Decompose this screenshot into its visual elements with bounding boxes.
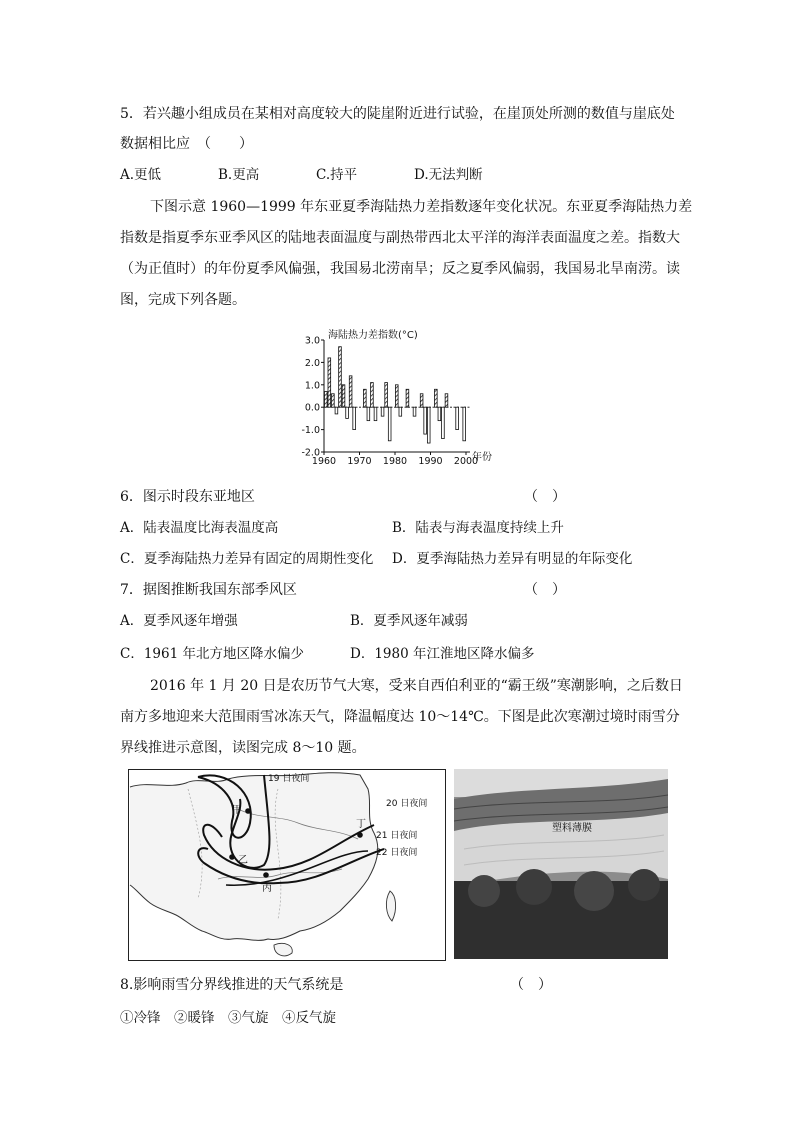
chart-bar [349,376,352,407]
chart-bar [445,394,448,407]
label-21-night: 21 日夜间 [376,831,418,841]
q6-answer-paren: （ ） [524,489,566,505]
chart-x-tick-label: 1990 [418,456,443,466]
q8-choices: ①冷锋 ②暖锋 ③气旋 ④反气旋 [120,1010,336,1026]
point-bing-label: 丙 [262,883,272,894]
point-ding-marker [357,832,363,838]
chart-bar [399,407,402,416]
chart-bar [324,392,327,408]
q7-option-d: D．1980 年江淮地区降水偏多 [350,646,535,662]
q7-option-b: B．夏季风逐年减弱 [350,613,468,629]
point-bing-marker [263,872,269,878]
chart-bar [438,407,441,420]
chart-bar [413,407,416,416]
plastic-film-label: 塑料薄膜 [552,823,592,834]
q7-answer-paren: （ ） [524,582,566,598]
chart-bar [456,407,459,429]
q8-stem: 8.影响雨雪分界线推进的天气系统是 [120,977,344,993]
chart-bar [332,394,335,407]
q6-option-d: D．夏季海陆热力差异有明显的年际变化 [392,551,633,567]
point-yi-label: 乙 [238,855,248,866]
q5-option-d: D.无法判断 [414,167,483,183]
q6-option-a: A．陆表温度比海表温度高 [120,520,279,536]
q6-stem: 6．图示时段东亚地区 [120,489,255,505]
q6-option-c: C．夏季海陆热力差异有固定的周期性变化 [120,551,374,567]
chart-x-tick-label: 2000 [453,456,479,466]
point-jia-label: 甲 [232,805,242,816]
chart-bar [442,407,445,438]
chart-bar [420,394,423,407]
label-19-night: 19 日夜间 [268,774,310,784]
chart-bar [388,407,391,441]
chart-bar [434,389,437,407]
chart-bar [424,407,427,434]
intro2-line3: 界线推进示意图，读图完成 8～10 题。 [120,740,366,756]
chart-y-tick-label: -2.0 [301,447,320,459]
q8-answer-paren: （ ） [510,977,552,993]
q6-option-b: B．陆表与海表温度持续上升 [392,520,564,536]
q5-option-b: B.更高 [218,167,260,183]
chart-bar [363,389,366,407]
chart-bar [385,383,388,408]
point-yi-marker [229,854,235,860]
chart-bar [339,347,342,407]
label-22-night: 22 日夜间 [376,848,418,858]
chart-title: 海陆热力差指数(°C) [328,330,418,341]
intro1-line1: 下图示意 1960—1999 年东亚夏季海陆热力差指数逐年变化状况。东亚夏季海陆热力差 [150,199,693,215]
chart-bar [335,407,338,414]
chart-y-tick-label: 1.0 [304,380,320,392]
chart-bar [371,383,374,408]
q5-option-c: C.持平 [316,167,358,183]
chart-y-tick-label: 0.0 [304,402,320,414]
q7-option-a: A．夏季风逐年增强 [120,613,238,629]
chart-bar [374,407,377,420]
q5-option-a: A.更低 [120,167,162,183]
q5-line1: 5．若兴趣小组成员在某相对高度较大的陡崖附近进行试验，在崖顶处所测的数值与崖底处 [120,106,675,122]
plastic-film-photo [454,769,668,959]
point-ding-label: 丁 [356,819,366,830]
chart-xlabel: 年份 [472,452,492,463]
chart-bar [353,407,356,429]
q5-line2: 数据相比应 （ ） [120,136,253,152]
chart-bar [395,385,398,407]
q7-option-c: C．1961 年北方地区降水偏少 [120,646,304,662]
chart-x-tick-label: 1960 [311,456,337,466]
rain-snow-boundary-map [128,769,446,961]
heat-difference-bar-chart [292,326,508,466]
intro1-line4: 图，完成下列各题。 [120,292,246,308]
chart-bar [328,358,331,407]
chart-y-tick-label: 3.0 [304,335,320,347]
chart-x-tick-label: 1980 [382,456,408,466]
chart-x-tick-label: 1970 [347,456,372,466]
chart-bars [324,347,465,443]
chart-bar [406,389,409,407]
chart-bar [381,407,384,416]
intro1-line3: （为正值时）的年份夏季风偏强，我国易北涝南旱；反之夏季风偏弱，我国易北旱南涝。读 [120,261,680,277]
intro2-line2: 南方多地迎来大范围雨雪冰冻天气，降温幅度达 10～14℃。下图是此次寒潮过境时雨雪分 [120,709,680,725]
chart-bar [342,385,345,407]
chart-y-tick-label: -1.0 [301,425,320,437]
q7-stem: 7．据图推断我国东部季风区 [120,582,297,598]
label-20-night: 20 日夜间 [386,799,428,809]
point-jia-marker [245,808,251,814]
chart-bar [367,407,370,420]
chart-bar [463,407,466,441]
chart-bar [346,407,349,418]
chart-y-tick-label: 2.0 [304,357,320,369]
chart-bar [427,407,430,443]
intro2-line1: 2016 年 1 月 20 日是农历节气大寒，受来自西伯利亚的“霸王级”寒潮影响，之后数日 [150,678,683,694]
intro1-line2: 指数是指夏季东亚季风区的陆地表面温度与副热带西北太平洋的海洋表面温度之差。指数大 [120,230,680,246]
